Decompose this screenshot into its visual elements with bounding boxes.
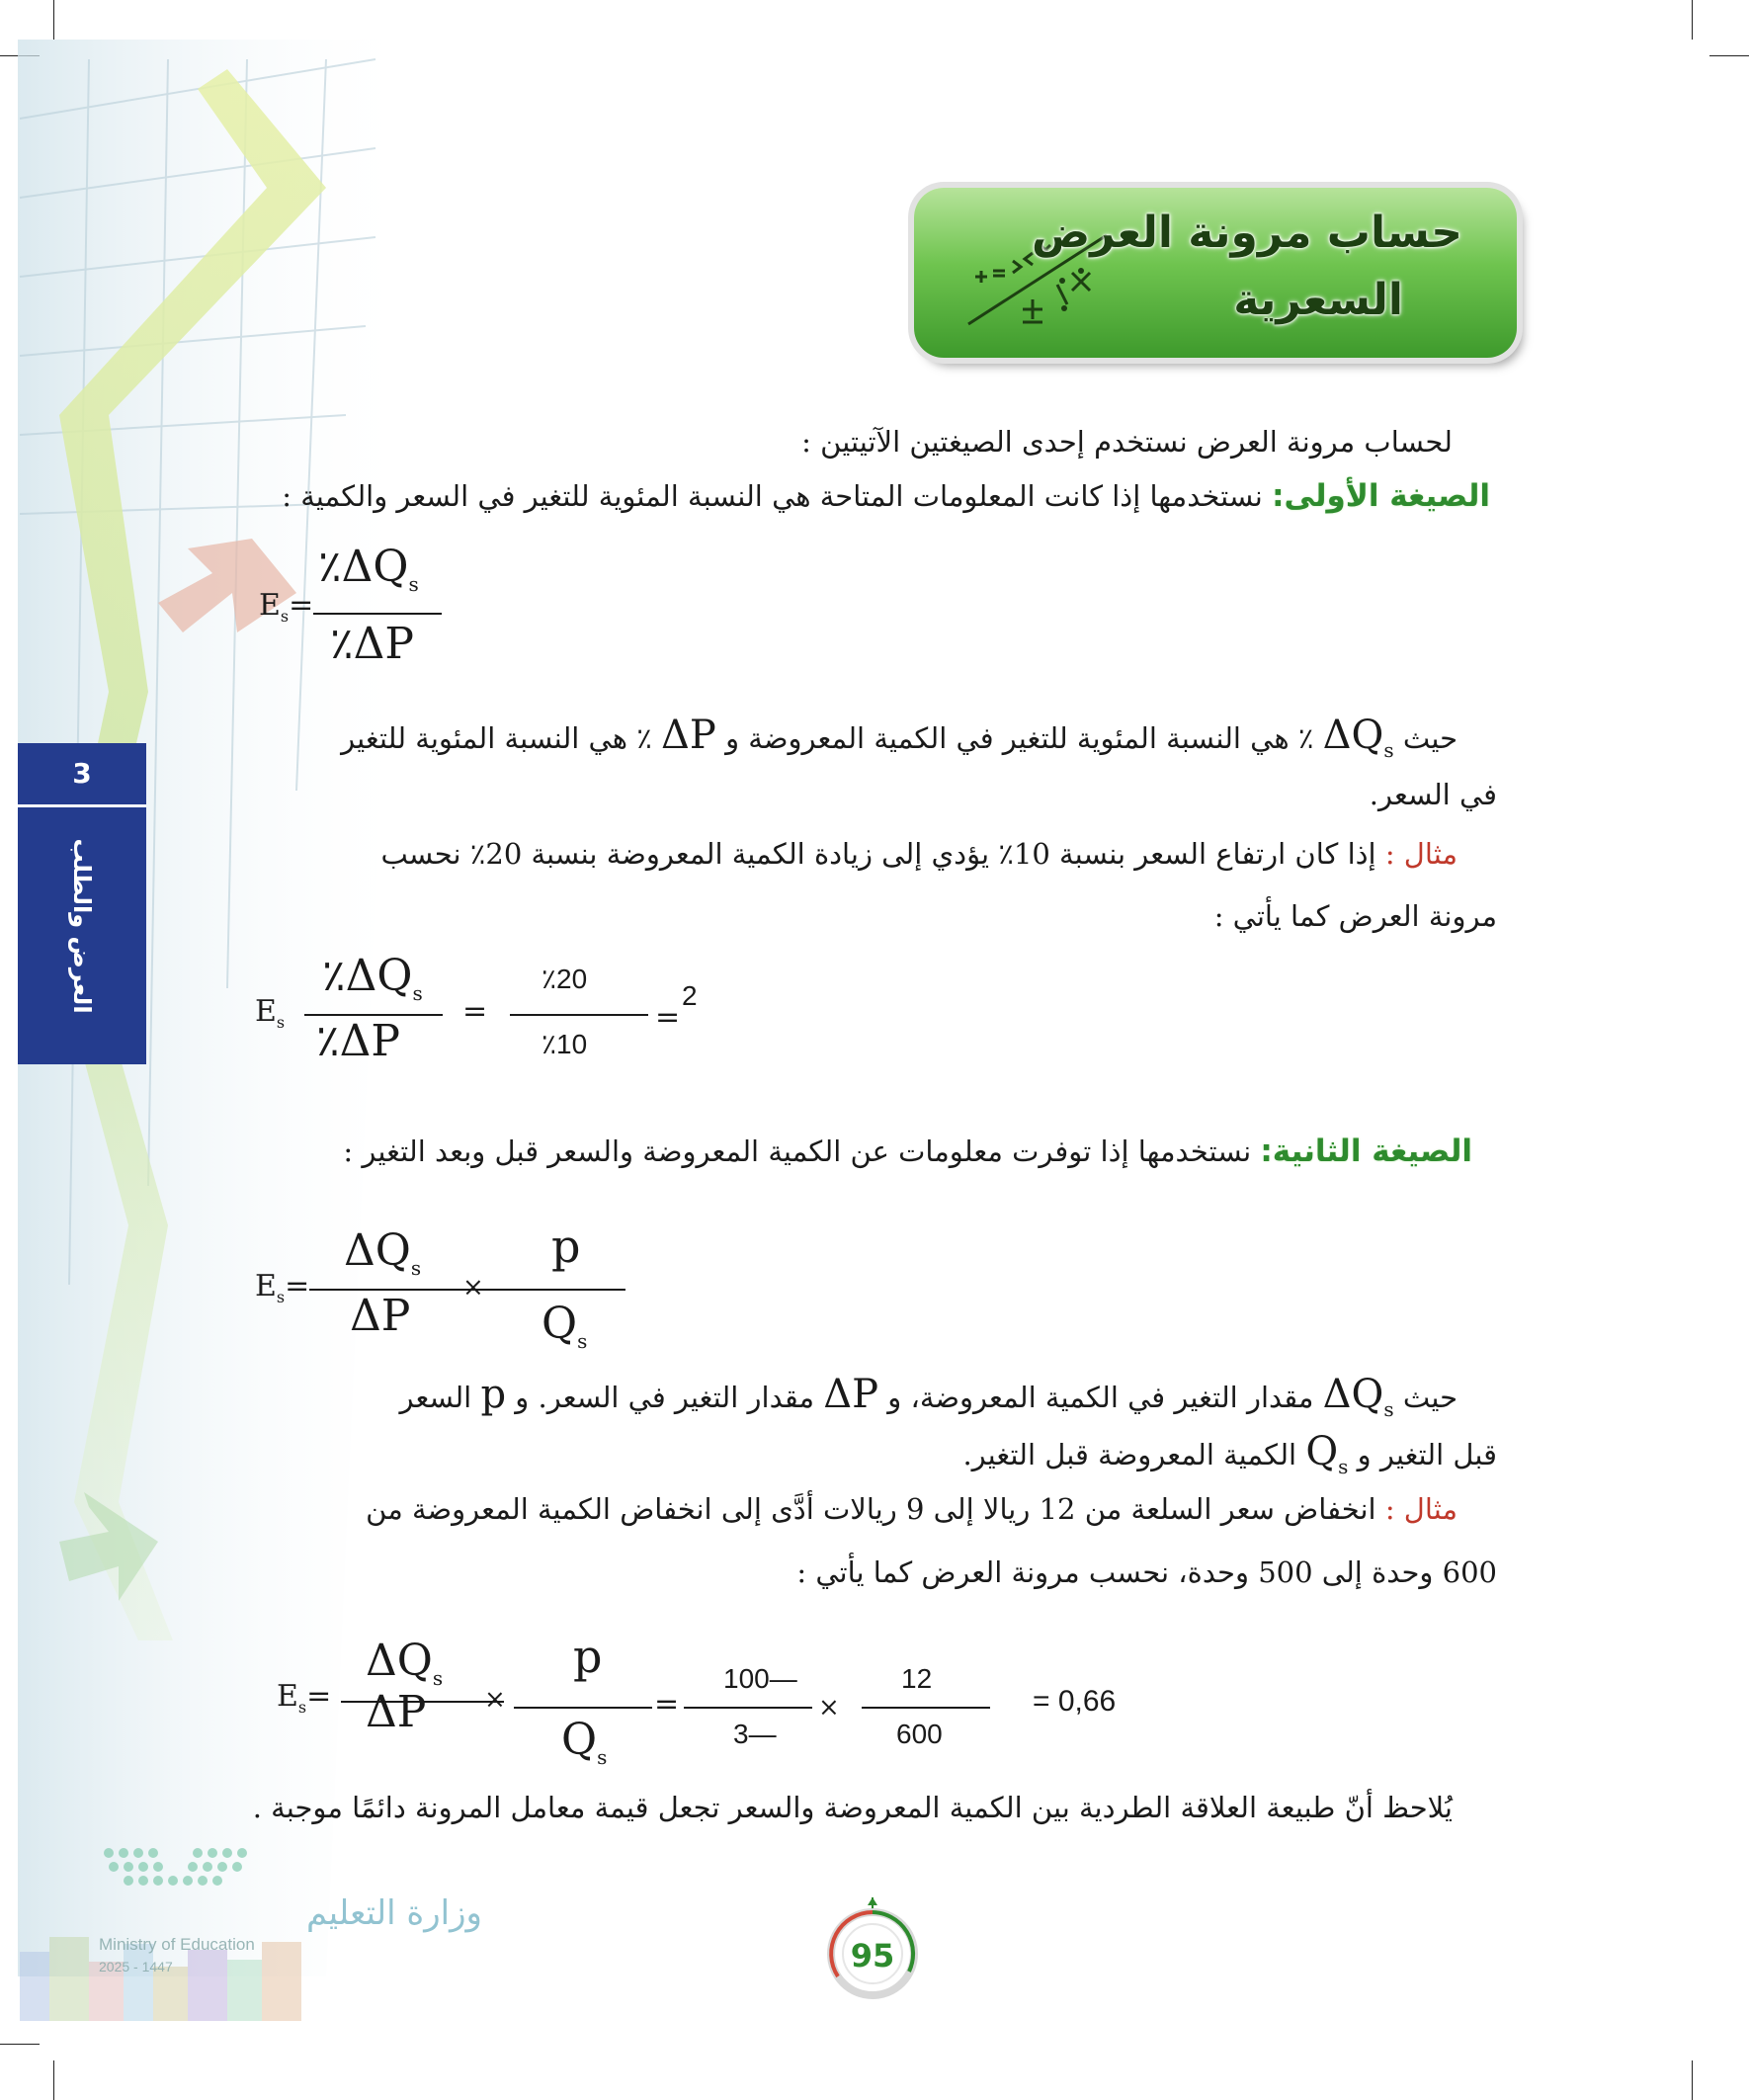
formula1-explanation: حيث $\Delta Q_s$ ٪ هي النسبة المئوية للتغير في الكمية المعروضة و ΔP ٪ هي النسبة المئوية للتغير <box>341 713 1458 762</box>
formula2-heading <box>343 1123 1472 1180</box>
unit-number: 3 <box>72 757 92 790</box>
section-title-box <box>914 188 1517 358</box>
ministry-emblem-icon <box>20 1833 482 2031</box>
fraction-bar <box>684 1707 812 1709</box>
example2-label: مثال : <box>1384 1492 1458 1526</box>
formula1-denominator: ٪ΔP <box>330 619 415 669</box>
fraction-bar <box>514 1707 652 1709</box>
ex2-denominator2: 600 <box>896 1719 943 1749</box>
logo-year-text: 2025 - 1447 <box>99 1959 173 1974</box>
ex2-result: = 0,66 <box>1033 1685 1117 1718</box>
fraction-bar <box>510 1014 648 1016</box>
price-symbol: p <box>551 1219 581 1273</box>
formula1-description: نستخدمها إذا كانت المعلومات المتاحة هي النسبة المئوية للتغير في السعر والكمية : <box>282 479 1263 513</box>
es-symbol: $E_s=$ <box>259 588 314 626</box>
formula2-explanation-line2: قبل التغير و $Q_s$ الكمية المعروضة قبل التغير. <box>962 1429 1497 1478</box>
formula2-label: الصيغة الثانية: <box>1260 1134 1472 1169</box>
formula1-heading <box>282 467 1490 525</box>
fraction-bar <box>497 1289 625 1291</box>
formula2: $E_s=$ $\Delta Q_s$ ΔP × p $Q_s$ <box>255 1225 650 1369</box>
fraction-bar <box>313 613 442 615</box>
divider <box>18 804 146 807</box>
page-number-badge <box>818 1897 927 2006</box>
ex2-numerator2: 12 <box>901 1663 933 1694</box>
example1-text-line2: مرونة العرض كما يأتي : <box>1213 899 1497 933</box>
ex1-denominator: ٪10 <box>541 1029 588 1059</box>
formula1-label: الصيغة الأولى: <box>1272 478 1490 514</box>
formula2-denominator: ΔP <box>350 1291 411 1341</box>
ex1-result: 2 <box>682 980 698 1011</box>
ex2-denominator1: 3— <box>733 1719 777 1749</box>
fraction-bar <box>862 1707 990 1709</box>
formula1 <box>259 542 476 680</box>
closing-note: يُلاحظ أنّ طبيعة العلاقة الطردية بين الكمية المعروضة والسعر تجعل قيمة معامل المرونة دائمًا موجبة . <box>252 1791 1453 1824</box>
logo-english-text: Ministry of Education <box>99 1935 255 1954</box>
formula2-numerator: $\Delta Q_s$ <box>344 1225 422 1280</box>
unit-side-tab <box>18 743 146 1064</box>
unit-label: العرض والطلب <box>68 838 96 1014</box>
example1-text: مثال : إذا كان ارتفاع السعر بنسبة 10٪ يؤدي إلى زيادة الكمية المعروضة بنسبة 20٪ نحسب <box>380 837 1458 871</box>
es-symbol: $E_s=$ <box>255 1269 310 1306</box>
quantity-symbol: $Q_s$ <box>541 1299 588 1353</box>
ex1-numerator: ٪20 <box>541 964 588 994</box>
formula1-explanation-line2: في السعر. <box>1369 778 1497 811</box>
es-symbol: $E_s=$ <box>277 1679 332 1717</box>
example2-text: مثال : انخفاض سعر السلعة من 12 ريالا إلى 9 ريالات أدَّى إلى انخفاض الكمية المعروضة من <box>366 1492 1458 1526</box>
logo-arabic-text: وزارة التعليم <box>306 1893 482 1933</box>
page-number: 95 <box>850 1937 895 1974</box>
page-title: حساب مرونة العرض <box>1031 208 1462 258</box>
es-symbol: $E_s$ <box>255 994 286 1032</box>
intro-text: لحساب مرونة العرض نستخدم إحدى الصيغتين الآتيتين : <box>801 425 1453 459</box>
example1-label: مثال : <box>1384 837 1458 871</box>
example2-text-line2: 600 وحدة إلى 500 وحدة، نحسب مرونة العرض كما يأتي : <box>796 1555 1497 1589</box>
example2-formula: $E_s=$ $\Delta Q_s$ ΔP × p $Q_s$ = 100— 3— × 12 600 = 0,66 <box>277 1630 1117 1769</box>
formula2-explanation: حيث $\Delta Q_s$ مقدار التغير في الكمية المعروضة، و ΔP مقدار التغير في السعر. و p السعر <box>399 1372 1458 1421</box>
ministry-logo <box>20 1833 482 2031</box>
delta-p-symbol: ΔP <box>661 713 716 758</box>
page-title-line2: السعرية <box>1233 275 1403 325</box>
formula2-description: نستخدمها إذا توفرت معلومات عن الكمية المعروضة والسعر قبل وبعد التغير : <box>343 1134 1252 1168</box>
formula1-numerator: $٪\Delta Q_s$ <box>318 542 419 596</box>
ex2-numerator1: 100— <box>723 1663 797 1694</box>
example1-formula: $E_s$ $٪\Delta Q_s$ ٪ΔP = ٪20 ٪10 = 2 <box>255 951 698 1066</box>
delta-qs-symbol: $\Delta Q_s$ <box>1322 713 1394 762</box>
